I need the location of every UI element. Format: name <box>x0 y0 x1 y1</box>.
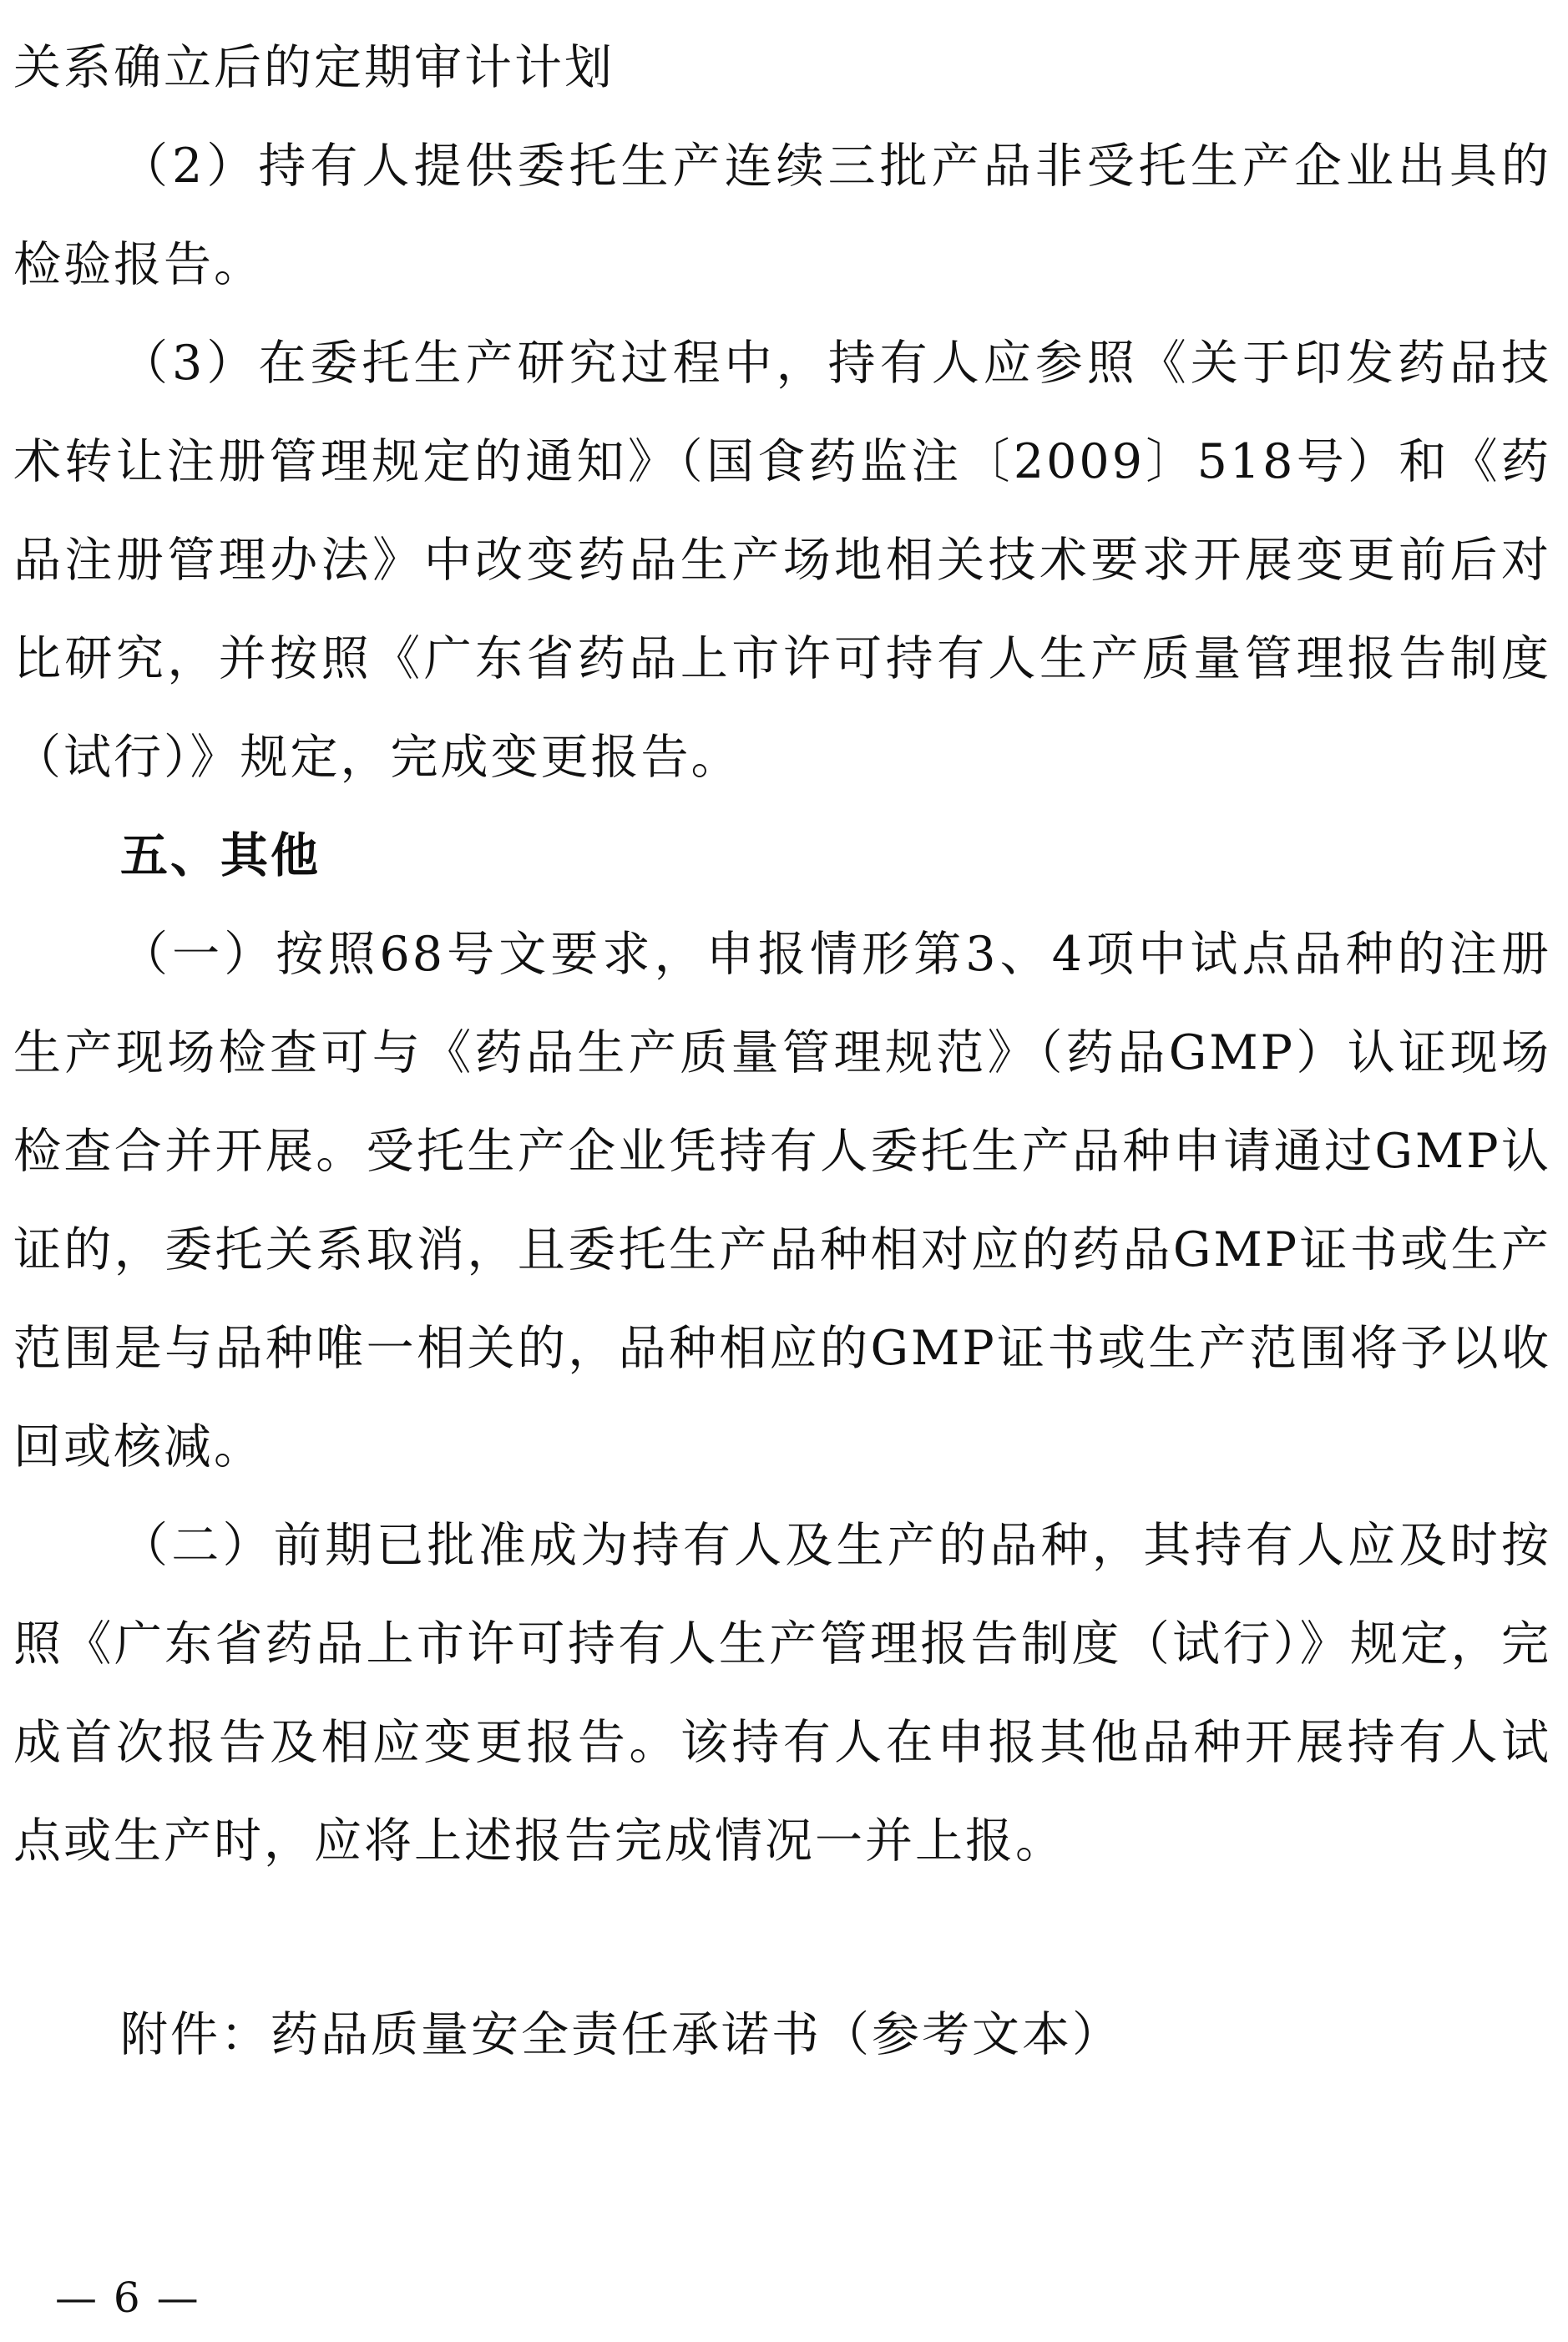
attachment-line: 附件：药品质量安全责任承诺书（参考文本） <box>120 2007 1122 2062</box>
section-heading: 五、其他 <box>120 827 321 883</box>
paragraph-item-2: （2）持有人提供委托生产连续三批产品非受托生产企业出具的检验报告。 <box>13 139 1551 292</box>
document-body <box>13 18 1551 1890</box>
paragraph-continuation: 关系确立后的定期审计计划 <box>13 40 615 95</box>
paragraph-other-1: （一）按照68号文要求，申报情形第3、4项中试点品种的注册生产现场检查可与《药品生产质量管理规范》（药品GMP）认证现场检查合并开展。受托生产企业凭持有人委托生产品种申请通过GMP认证的，委托关系取消，且委托生产品种相对应的药品GMP证书或生产范围是与品种唯一相关的，品种相应的GMP证书或生产范围将予以收回或核减。 <box>13 927 1551 1474</box>
paragraph-other-2: （二）前期已批准成为持有人及生产的品种，其持有人应及时按照《广东省药品上市许可持有人生产管理报告制度（试行）》规定，完成首次报告及相应变更报告。该持有人在申报其他品种开展持有人试点或生产时，应将上述报告完成情况一并上报。 <box>13 1518 1551 1869</box>
page-number: — 6 — <box>55 2274 200 2322</box>
paragraph-item-3: （3）在委托生产研究过程中，持有人应参照《关于印发药品技术转让注册管理规定的通知》（国食药监注〔2009〕518号）和《药品注册管理办法》中改变药品生产场地相关技术要求开展变更前后对比研究，并按照《广东省药品上市许可持有人生产质量管理报告制度（试行）》规定，完成变更报告。 <box>13 336 1551 785</box>
